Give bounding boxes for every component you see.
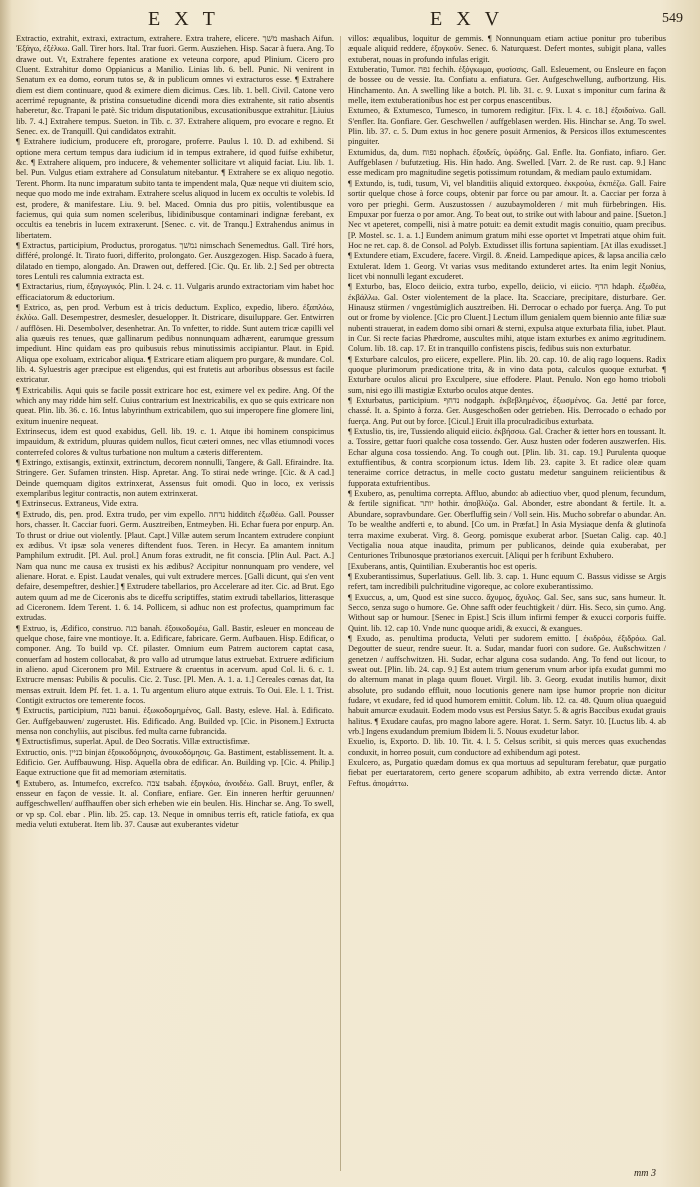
dictionary-entry: ¶ Extrico, as, pen prod. Verbum est à tricis deductum. Explico, expedio, libero. ἐξαπλόω, ἐκλύω. Gall. Desempestrer, desmesler, desuelopper. It. Districare, disuiluppare. Ger. Entwirren / aufflösen. Hi. Desembolver, desenhetrar. An. To vnfetter, to ridde. Sunt autem tricæ capilli vel alia quæuis res tenues, quæ gallinarum pedibus nonnunquam adhærent, earumque gressum impediunt. Hinc quidam eas pro quibusuis rebus minutissimis accipiantur. Plaut. in Epid. Aliqua ope exoluam, extricabor aliqua. ¶ Extricare etiam aliquem pro purgare, & mundare. Col. lib. 4. Syluestris ager præcipue est eligendus, qui est frutetis aut arboribus obsessus est facile extricatur.	[16, 302, 334, 385]
dictionary-entry: Extumeo, & Extumesco, Tumesco, in tumorem redigitur. [Fix. l. 4. c. 18.] ἐξοιδαίνω. Gall. S'enfler. Ita. Gonfiare. Ger. Geschwellen / auffgeblasen werden. His. Hinchar se. Ang. To swel. Plin. lib. 37. c. 5. Dum extus in hoc genere posuit Armenios, & Persicos illos extumescentes pinguiter.	[348, 106, 666, 147]
dictionary-entry: Extractio, extrahit, extraxi, extractum, extrahere. Extra trahere, elicere. משׁך mashach Aifun. Ἐξάγω, ἐξέλκω. Gall. Tirer hors. Ital. Trar fuori. Germ. Ausziehen. Hisp. Sacar à fuera. Ang. To drawe out. Vt, Extrahere fepentes aratione ex veteuna corpore, apud Plinium. Cicero pro Cluent. Extrahitur domo Oppianicus a Manilio. Linias lib. 6. bell. Punic. Ni venirent in Senatum ex ea domo, eorum tutos se, & in publicum omnes vi extracturos esse. ¶ Extrahere diem est diem continuare, quod & eximere diem dicimus. Cæs. lib. 1. bell. Civil. Catone vero acerrimé repugnante, & pristina consuetudine dicendi mora dies extrahente, sit ratio absentis haberetur, &c. Trapani le patè. Sic tridum disputationibus, excusationibusque extrahitur. [Liuius lib. 7. 4.] Extrahere tempus. Sueton. in Tib. c. 37. Extrahere aliquem, pro evocare e regno. Et Senec. ex. de Tranquill. Qui candidatos extrahit.	[16, 34, 334, 137]
dictionary-entry: ¶ Exubero, as, penultima correpta. Affluo, abundo: ab adiectiuo vber, quod plenum, fecundum, & fertile significat. יותר hothir. ἀποβλύζω. Gal. Abonder, estre abondant & fertile. It. a. Abundare, sopravbundare. Ger. Oberfluffig sein / Voll sein. His. Mucho sobrefar o abundar. An. To be wealthe andferti e, to abund. [Co um. in Præfat.] In Asia Mysiaque denfa & glutinofa terra maxime exuberat. Virg. 8. Georg. pomisque exuberat arbor. [Suetan Calig. cap. 40.] Vectigalia noua atque inaudita, primum per publicanos, deinde quia exuberabat, per Centuriones Tribunosque prætorianos exercuit. [Aliqui per h fcribunt Exhubero.	[348, 489, 666, 561]
running-header	[0, 8, 700, 32]
dictionary-entry: Extumidus, da, dum. נפוח nophach. ἐξοιδεῖς, ὑφώδης. Gal. Enfle. Ita. Gonfiato, infiaro. Ger. Auffgeblasen / bufutzetiug. His. Hin hado. Ang. Swelled. [Varr. 2. de Re rust. cap. 9.] Hanc esse medicam pro magnitudine segetis potissimum rotundam, & mediam paulo extumidam.	[348, 147, 666, 178]
header-left-guide: EXT	[148, 8, 229, 30]
dictionary-entry: ¶ Extrinsecus. Extraneus, Vide extra.	[16, 499, 139, 509]
right-column	[348, 34, 666, 1174]
dictionary-entry: ¶ Extubero, as. Intumefco, excrefco. צבה tsabah. ἐξογκόω, ἀνοιδέω. Gall. Bruyt, enfler, & ensseur en façon de vessie. It. al. Confiare, enfiare. Ger. Ein inneren herftir geruunnen/ auffgeschwellen/ auffhauffen ober sich erheben wie ein beulen. His. Hinchar se. Ang. To swell, or vp sp. Col. ebar . Plin. lib. 25. cap. 13. Neque in omnibus terris eft, raticle fatiofa, ex qua media veluti extuberat. Item lib. 37. Causæ aut exuberantes videtur	[16, 778, 334, 830]
binding-shadow	[0, 0, 12, 1187]
dictionary-entry: Exulcero, as, Purgatio quædam domus ex qua mortuus ad sepulturam ferebatur, quæ purgatio fiebat per euertaratorem, certo genere scoparum adhibito, ab extra verrendo dictæ. Antor Feftus. ἀπομάττω.	[348, 758, 666, 788]
dictionary-entry: ¶ Extruo, is, Ædifico, construo. בנה banah. ἐξοικοδομέω, Gall. Bastir, esleuer en monceau de quelque chose, faire vne montioye. It. a. Edificare, fabricare. Germ. Aufbauen. Hisp. Edificar, o componer. Ang. To build vp. Cf. pilaster. Omnium eum Patrem auctorem captat casa, conuerfam ad hostem collocabat, & pro vallo ad utrumque latus extruebat. Extruere ædificium in alieno. apud Ciceronem pro Mil. Extruere & cruentus in acervum. apud Col. li. 6. c. 1. Extrucre mensas: Pubilis & poculis. Cic. 2. Tusc. [Pl. Men. A. 1. a. 1.] Cereales cœnas dat, Ita mensas extruit. Idem Pf. fet. 1. a. 1. Tu argentum eliuro atque extruis. To Oui. Ele. l. 1. Trist. Contigit extructos ore temerente focos.	[16, 623, 334, 705]
dictionary-entry: ¶ Extructisfimus, superlat. Apul. de Deo Socratis. Villæ extructisfimæ.	[16, 737, 250, 747]
column-divider	[340, 36, 341, 1171]
dictionary-entry: ¶ Exturbatus, participium. נדחף nodgaph. ἐκβεβλημένος, ἐξωσμένος. Ga. Jetté par force, chassé. It. a. Spinto à forza. Ger. Ausgeschoßen oder getrieben. His. Derrocado o echado por fuerça. Ang. Put out by force. [Cicul.] Eruit illa proculradicibus exturbata.	[348, 396, 666, 426]
dictionary-entry: ¶ Extundo, is, tudi, tusum, Vi, vel blanditiis aliquid extorqueo. ἐκκρούω, ἐκπιέζω. Gall. Faire sortir quelque chose à force coups, obtenir par force ou par amour. It. a. Cacciar per forza à voro per prieghi. Germ. Auszustossen / auzubaymolderen / mit muh fürbebringen. His. Empuxar por fuerza o por amor. Ang. To beat out, to strike out with labour and paine. [Sueton.] Nec vt apeteret, compelli, nisi à matre potuit: ea demit extudit magis conuitio, quam precibus. [P. Mostel. sc. 1. a. 1.] Eundem animum gratum mihi esse oportet vt Impetrati atque ohim fuit. Hoc ne ret. cap. 8. de Consol. ad Polyb. Extudisset illis fortuna sapientiam. [At illas exudisset.] ¶ Extundere etiam, Excudere, facere. Virgil. 8. Æneid. Lampedique apices, & lapsa ancilia cælo Extulerat. Idem 1. Georg. Vt varias vsus meditando extunderet artes. Ita enim legit Nonius, licet vbi nonnulli legant excuderet.	[348, 178, 666, 281]
header-right-guide: EXV	[430, 8, 514, 30]
dictionary-entry: Extructio, onis. בניין binjan ἐξοικοδόμησις, ἀνοικοδόμησις. Ga. Bastiment, establissement. It. a. Edificio. Ger. Auffbauwung. Hisp. Aquella obra de edificar. An. Building vp. [Cic. 4. Philip.] Eaque extructione que fit ad memoriam æternitatis.	[16, 747, 334, 778]
page-number: 549	[662, 11, 683, 26]
dictionary-entry: ¶ Exturbare calculos, pro eiicere, expellere. Plin. lib. 20. cap. 10. de aliq rago loquens. Radix quoque plurimorum prædicatione trita, & in vino data pota, calculos quoque exturbat. ¶ Exturbare oculos alicui pro Exculpere, siue effodere. Plaut. Penulo. Non ego homo trioboli sum, nisi ego illi mastigiæ Exturbo oculos atque dentes.	[348, 354, 666, 395]
dictionary-entry: Extuberatio, Tumor. נפח fechih. ἐξόγκωμα, φυσίσσις. Gall. Esleuement, ou Ensleure en façon de bossee ou de vessie. Ita. Confiatu a. enfiatura. Ger. Aufgeschwellung, aufbortzung. His. Hinchamento. An. A swelling like a botch. Pl. lib. 31. c. 9. Luxat s imponitur cum farina & melle, item extuberationibus hoc est per corpus enascentibus.	[348, 65, 666, 106]
dictionary-entry: villos: æqualibus, loquitur de gemmis. ¶ Nonnunquam etiam actiue ponitur pro tuberibus æquale aliquid reddere, ἐξογκοῦν. Senec. 6. Naturquæst. Defert montes, subigit plana, valles extuberat, nouas in profundo infulas erigit.	[348, 34, 666, 64]
dictionary-entry: ¶ Extractarius, rium, ἐξαγωγικός. Plin. l. 24. c. 11. Vulgaris arundo extractoriam vim habet hoc efficaciatorum & eductorium.	[16, 282, 334, 302]
dictionary-entry: ¶ Extuslio, tis, ire, Tussiendo aliquid eiicio. ἐκβήσσω. Gal. Cracher & ietter hors en toussant. It. a. Tossire, gettar fuori qualche cosa tossendo. Ger. Ausz husten oder foderen auszwerfen. His. Echar alguna cosa tossiendo. Ang. To cough out. [Plin. lib. 31. cap. 19.] Purulenta quoque extuffientibus, & contra scorpionum ictus. Idem lib. 23. capite 3. Et radice oleæ quam teneraime corrice detractus, in melle cocto gustatu medetur sanguinem reiicientibus & fupporata extufrientibus.	[348, 427, 666, 488]
dictionary-entry: ¶ Extructis, participium, נבנה banui. ἐξωκοδομημένος, Gall. Basty, esleve. Hal. à. Edificato. Ger. Auffgebauwen/ zugerustet. His. Edificado. Ang. Builded vp. [Cic. in Pisonem.] Extructa mensa non conchyliis, aut piscibus. fed multa carne fubrancida.	[16, 706, 334, 737]
dictionary-entry: [Exuberans, antis, Quintilian. Exuberantis hoc est operis.	[348, 561, 537, 571]
dictionary-entry: ¶ Exturbo, bas, Eloco deiicio, extra turbo, expello, deiicio, vi eiicio. הדף hdaph. ἐξωθέω, ἐκβάλλω. Gal. Oster violentement de la place. Ita. Scacciare, precipitare, disturbare. Ger. Hinausz stürmen / vngestümiglich ausztreiben. Hi. Derrocar o echado por fuerça. Ang. To put out or frome by violence. [Cic pro Cluent.] Lectum illum genialem quem biennio ante filiæ suæ nubenti strauerat, in eadem domo sibi ornari & sterni, expulsa atque exturbata filia, iubet. Plaut. in Cur. Si recte facias Phædrome, auscultes mihi, atque istam exturbes ex animo ægritudinem. Colum. lib. 18. cap. 17. Et in tranquillo confistens piscis, fedibus suis non exturbatur.	[348, 282, 666, 354]
dictionary-entry: ¶ Extrahere iudicium, producere eft, prorogare, proferre. Paulus l. 10. D. ad exhibend. Si optione mera certum tempus dara iudicium id in tempus extrahere, id quod fuifse exhibetur, &c. ¶ Extrahere aliquem, pro inducere, & vehementer sollicitare vt aliquid faciat. Liu. lib. 1. bel. Pun. Vulgus etiam extrahere ad Consulatum nitebantur. ¶ Extrahere se ex aliquo negotio. Terent. Phorm. Ita nunc imparatum subito tanta te impendent mala, Quæ neque vti diuitem scio, neque quo modo me inde extraham. Extrahere scelus aliquod in lucem ex occultis te volebis. Id est, prodere, & manifestare. Liu. 9. bel. Maced. Omnia dus pro pitiis, volentibusque ea faciemus, qui quia sum nomen sceleribus, libidinibusque contaminari indignæ ferebant, ex occultis ea tenebris in lucem extraxerunt. [Senec. c. vit. de Tranqu.] Extrahendus animus in libertatem.	[16, 137, 334, 240]
dictionary-entry: ¶ Exuccus, a, um, Quod est sine succo. ἄχυμος, ἄχυλος. Gal. Sec, sans suc, sans humeur. It. Secco, senza sugo o humore. Ge. Ohne safft oder feuchtigkeit / dürr. His. Seco, sin çumo. Ang. Without sap or humour. [Senec in Epist.] Scis illum infirmi femper & exucci corporis fuiffe. Quint. lib. 12. cap 10. Vnde nunc quoque aridi, & exucci, & exangues.	[348, 592, 666, 633]
dictionary-entry: ¶ Exudo, as. penultima producta, Veluti per sudorem emitto. [ ἐκιδρόω, ἐξιδρόω. Gal. Degoutter de sueur, rendre sueur. It. a. Sudar, mandar fuori con sudore. Ge. Außschwitzen / genetzen / auffschwitzen. Hi. Sudar, echar alguna cosa sudando. Ang. To fend out licour, to sweat out. [Plin. lib. 24. cap. 9.] Est autem trium generum vnum arbor ipfa exudat gummi mo do alternum manat in plaga quum flouet. Virgil. lib. 3. Georg. exudat inutilis humor, dixit absolute, pro sudando effluit, nouo locutionis genere nam ipse humor proprie non dicitur fudare, vt exudare, fed id quod humorem emittit. Colum. lib. 12. ca. 48. Quum oliua quaeguid habuit amurcæ exudauit. Eodem modo vsus est Persius Satyr. 5. & agris Baccibus exudat grauis halitus. ¶ Exudare caufas, pro magno labore agere. Horat. 1. Serm. Satyr. 10. [Luctus lib. 4. ab vrb.] Ingens exudandum premium Ibidem li. 5. Nouus exudetur labor.	[348, 633, 666, 737]
dictionary-entry: ¶ Extrudo, dis, pen. prod. Extra trudo, per vim expello. נדחה hidditch ἐξωθέω. Gall. Pousser hors, chasser. It. Cacciar fuori. Germ. Ausztreiben, Entmeyben. Hi. Echar fuera por enpurp. An. To thrust or driue out violently. [Plaut. Capt.] Villæ autem serum Incantem extrudere conpiunt ex ædibus. Vt ipsæ sola veneres diftendent fuos. Teren. in Hecyr. Ea amantem innitum Pamphilum extrudit. [Pl. Aul. prol.] Anum foras extrudit, ne fit conscia. [Plin Aul. Pact. A.] Nam qua nunc me causa ex trusisti ex his ædibus? Accipitur nonnunquam pro vendere, vel alienare. Horat. e. Epist. Laudat venales, qui vult extrudere merces. [Galli dicunt, qui s'en vent defaire, desempeftrer, deshier.] ¶ Extrudere tabellarios, pro Accelerare ad iter. Cic. ad Brut. Ego autem quum ad me de Ciceronis abs te diceffu scriptiffes, statim extrudi tabellarios, litterasque ad Ciceronem. Idem Terent. 1. 6. 14. Pollicem, si adhuc non est profectus, quamprimum fac extrudas.	[16, 509, 334, 623]
dictionary-entry: ¶ Extricabilis. Aqui quis se facile possit extricare hoc est, eximere vel ex pedire. Ang. Of the which any may ridde him self. Cuius contrarium est Inextricabilis, ex quo se quis extricare non queat. Plin. lib. 36. c. 16. Intus labyrinthum extricabilem, quo sui imperopere fine glomere lini, exitum inuenire nequeat.	[16, 385, 334, 426]
dictionary-entry: ¶ Extringo, extisangis, extinxit, extrinctum, decorem nonnulli, Tangere, & Gall. Efiraindre. Ita. Stringere. Ger. Sufamen trinsten. Hisp. Apretar. Ang. To stirai nede wringe. [Cic. & A cad.] Deinde quemquam digitos extrinxerat, Assensus fuit omodi. Quo in loco, ex verissis exemplaribus legitur contractis, non autem extrinxerat.	[16, 458, 334, 499]
dictionary-entry: Exuelio, is, Exporto. D. lib. 10. Tit. 4. l. 5. Celsus scribit, si quis merces quas exuchendas conduxit, in horreo posuit, cum conductore ad exhibendum agi potest.	[348, 737, 666, 757]
signature-mark: mm 3	[634, 1168, 656, 1179]
dictionary-entry: Extrinsecus, idem est quod exabidus, Gell. lib. 19. c. 1. Atque ibi hominem conspicimus impauidum, & extridum, pluuras quidem nullos, ficut cæteri omnes, nec vllas etiumnodi voces conterrefed colores & vultus turbatione non multum a cæteris differentem.	[16, 427, 334, 457]
left-column	[16, 34, 334, 1174]
dictionary-entry: ¶ Exuberantissimus, Superlatiuus. Gell. lib. 3. cap. 1. Hunc equum C. Bassus vidisse se Argis refert, tam incredibili pulchritudine vigoreque, ac colore exuberantissimo.	[348, 571, 666, 592]
dictionary-entry: ¶ Extractus, participium, Productus, prorogatus. נמשׁך nimschach Senemedtus. Gall. Tiré hors, différé, prolongé. It. Tirato fuori, differito, prolongato. Ger. Auszgezogen. Hisp. Sacado à fuera, dilatado en tiempo, alongado. An. Drawen out, deffered. [Cic. Qu. Er. lib. 2.] Sed per obtrecta tores Lentuli res calumnia extracta est.	[16, 240, 334, 281]
